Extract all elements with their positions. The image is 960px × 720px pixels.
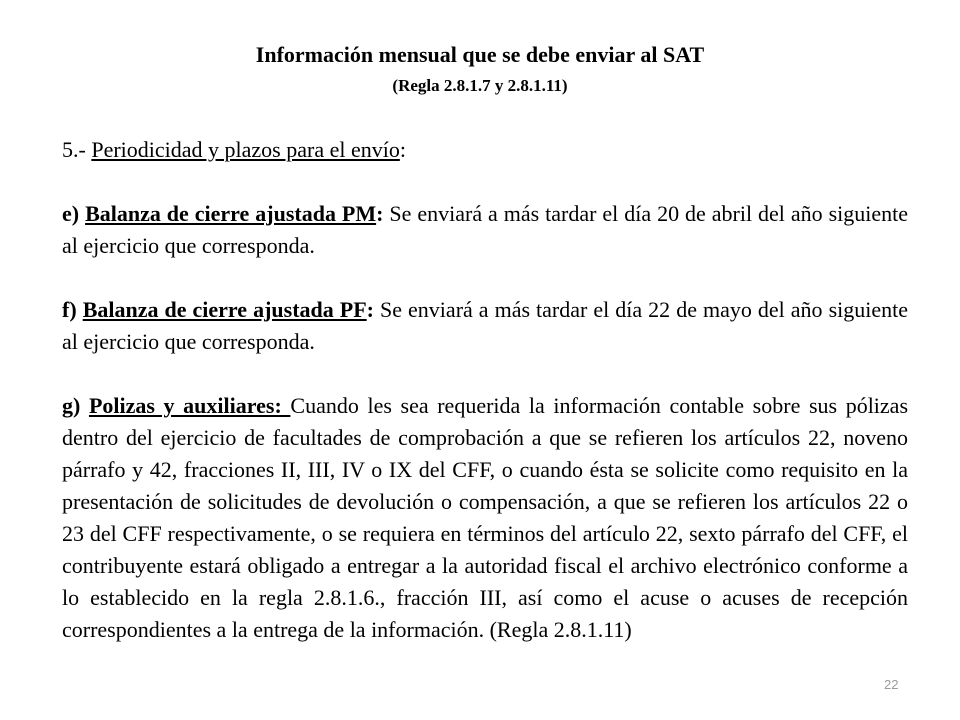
- item-letter: g): [62, 393, 89, 418]
- paragraph-f: [62, 294, 908, 358]
- section-number: 5.-: [62, 137, 92, 162]
- item-letter: e): [62, 201, 86, 226]
- page-title: Información mensual que se debe enviar al SAT: [255, 42, 705, 67]
- paragraph-e: [62, 198, 908, 262]
- item-separator: :: [366, 297, 374, 322]
- section-heading: [62, 134, 406, 166]
- page-number: 22: [884, 677, 899, 692]
- item-label: Balanza de cierre ajustada PM: [85, 201, 377, 226]
- section-heading-text: Periodicidad y plazos para el envío: [91, 137, 400, 162]
- page-subtitle: (Regla 2.8.1.7 y 2.8.1.11): [392, 76, 568, 95]
- item-letter: f): [62, 297, 83, 322]
- item-text: Cuando les sea requerida la información contable sobre sus pólizas dentro del ejercicio de facultades de comprobación a que se refieren los artículos 22, noveno párrafo y 42, fracciones II, III, IV o IX del CFF, o cuando ésta se solicite como requisito en la presentación de solicitudes de devolución o compensación, a que se refieren los artículos 22 o 23 del CFF respectivamente, o se requiera en términos del artículo 22, sexto párrafo del CFF, el contribuyente estará obligado a entregar a la autoridad fiscal el archivo electrónico conforme a lo establecido en la regla 2.8.1.6., fracción III, así como el acuse o acuses de recepción correspondientes a la entrega de la información. (Regla 2.8.1.11): [62, 393, 909, 642]
- item-text: Se enviará a más tardar el día 20 de abril del año siguiente al ejercicio que corresponda.: [62, 201, 909, 258]
- section-heading-colon: :: [399, 137, 406, 162]
- item-text: Se enviará a más tardar el día 22 de mayo del año siguiente al ejercicio que corresponda.: [62, 297, 908, 354]
- item-separator: :: [376, 201, 384, 226]
- item-label: Balanza de cierre ajustada PF: [82, 297, 367, 322]
- paragraph-g: [62, 390, 908, 646]
- item-label: Polizas y auxiliares:: [88, 393, 291, 418]
